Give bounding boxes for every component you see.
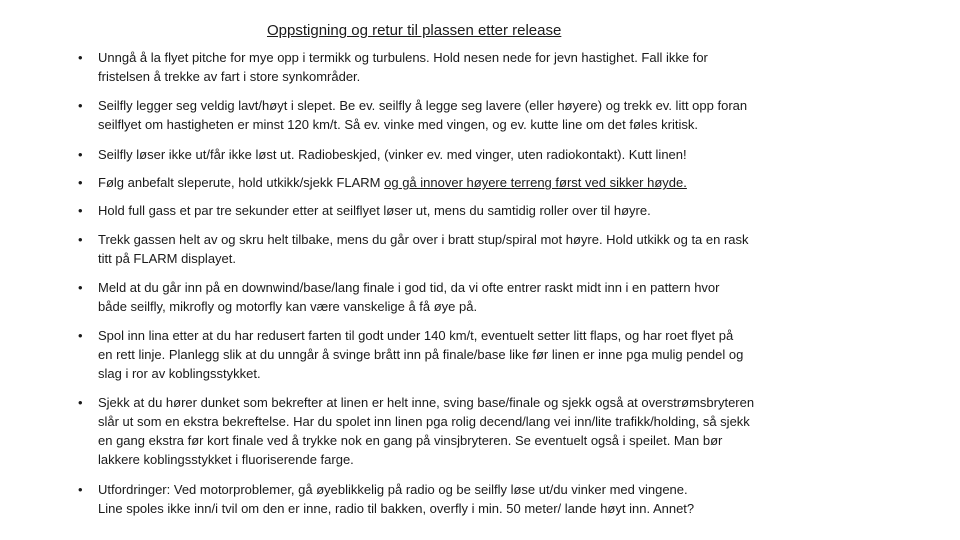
bullet-icon: • (78, 175, 83, 190)
list-item-text: Følg anbefalt sleperute, hold utkikk/sjekk FLARM (98, 175, 385, 190)
list-item-text: Utfordringer: Ved motorproblemer, gå øyeblikkelig på radio og be seilfly løse ut/du vinker med vingene. Line spoles ikke inn/i tvil om den er inne, radio til bakken, overfly i min. 50 meter/ lande høyt inn. Annet? (98, 482, 695, 516)
list-item-text: Seilfly løser ikke ut/får ikke løst ut. Radiobeskjed, (vinker ev. med vinger, uten radiokontakt). Kutt linen! (98, 147, 687, 162)
list-item (78, 145, 868, 164)
list-item (78, 480, 868, 518)
list-item-underlined-text: og gå innover høyere terreng først ved sikker høyde. (384, 175, 687, 190)
list-item (78, 201, 868, 220)
bullet-icon: • (78, 203, 83, 218)
list-item-text: Hold full gass et par tre sekunder etter at seilflyet løser ut, mens du samtidig roller over til høyre. (98, 203, 651, 218)
list-item (78, 326, 868, 383)
list-item (78, 173, 868, 192)
list-item (78, 230, 868, 268)
list-item-text: Unngå å la flyet pitche for mye opp i termikk og turbulens. Hold nesen nede for jevn hastighet. Fall ikke for fristelsen å trekke av fart i store synkområder. (98, 50, 708, 84)
bullet-icon: • (78, 50, 83, 65)
bullet-icon: • (78, 98, 83, 113)
bullet-icon: • (78, 280, 83, 295)
list-item-text: Meld at du går inn på en downwind/base/lang finale i god tid, da vi ofte entrer raskt midt inn i en pattern hvor både seilfly, mikrofly og motorfly kan være vanskelige å få øye på. (98, 280, 720, 314)
page-title: Oppstigning og retur til plassen etter release (267, 22, 562, 39)
list-item-text: Trekk gassen helt av og skru helt tilbake, mens du går over i bratt stup/spiral mot høyre. Hold utkikk og ta en rask titt på FLARM displayet. (98, 232, 749, 266)
list-item (78, 278, 868, 316)
bullet-icon: • (78, 482, 83, 497)
list-item (78, 48, 868, 86)
list-item-text: Spol inn lina etter at du har redusert farten til godt under 140 km/t, eventuelt setter litt flaps, og har roet flyet på en rett linje. Planlegg slik at du unngår å svinge brått inn på finale/base like før linen er inne pga mulig pendel og slag i ror av koblingsstykket. (98, 328, 744, 381)
bullet-icon: • (78, 147, 83, 162)
bullet-icon: • (78, 232, 83, 247)
bullet-icon: • (78, 328, 83, 343)
list-item (78, 96, 868, 134)
list-item-text: Sjekk at du hører dunket som bekrefter at linen er helt inne, sving base/finale og sjekk også at overstrømsbryteren slår ut som en ekstra bekreftelse. Har du spolet inn linen pga rolig decend/lang vei inn/lite trafikk/holding, så sjekk en gang ekstra før kort finale ved å trykke nok en gang på vinsjbryteren. Se eventuelt også i speilet. Man bør lakkere koblingsstykket i fluoriserende farge. (98, 395, 755, 467)
bullet-icon: • (78, 395, 83, 410)
list-item-text: Seilfly legger seg veldig lavt/høyt i slepet. Be ev. seilfly å legge seg lavere (eller høyere) og trekk ev. litt opp foran seilflyet om hastigheten er minst 120 km/t. Så ev. vinke med vingen, og ev. kutte line om det føles kritisk. (98, 98, 748, 132)
list-item (78, 393, 868, 469)
